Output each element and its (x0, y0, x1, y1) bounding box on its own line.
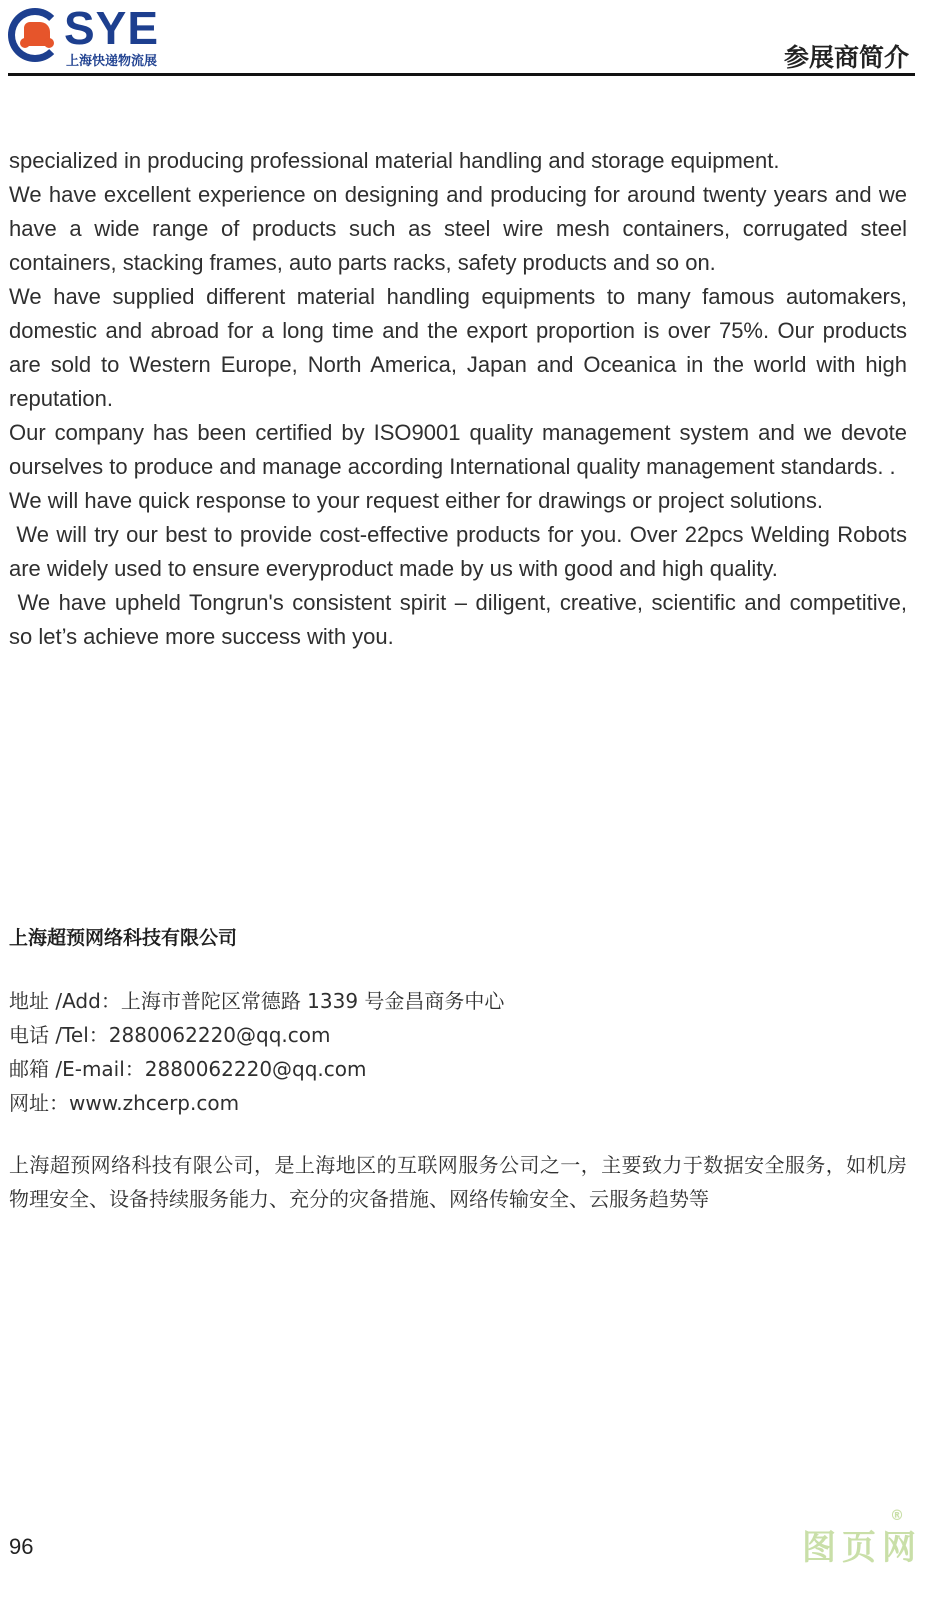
page-number: 96 (9, 1534, 34, 1559)
paragraph: We have excellent experience on designing and producing for around twenty years and we have a wide range of products such as steel wire mesh containers, corrugated steel containers, stacking frames, auto parts racks, safety products and so on. (9, 182, 907, 275)
company-email: 邮箱 /E-mail：2880062220@qq.com (9, 1057, 367, 1081)
logo-subtitle: 上海快递物流展 (66, 54, 158, 69)
paragraph: We have supplied different material handling equipments to many famous automakers, domestic and abroad for a long time and the export proportion is over 75%. Our products are sold to Western Europe, North America, Japan and Oceanica in the world with high reputation. (9, 284, 907, 411)
watermark-text: 图页网 (802, 1528, 922, 1568)
csye-logo (8, 4, 178, 70)
paragraph: Our company has been certified by ISO9001 quality management system and we devote ourselves to produce and manage according International quality management standards. . (9, 420, 907, 479)
logo-letters: SYE (64, 2, 160, 54)
exhibitor-description (9, 144, 914, 654)
company-address: 地址 /Add：上海市普陀区常德路 1339 号金昌商务中心 (9, 989, 505, 1013)
delivery-scooter-icon (24, 22, 50, 46)
watermark-logo (802, 1508, 922, 1569)
company-info (9, 922, 907, 1236)
header-divider (8, 73, 915, 76)
paragraph: We will have quick response to your request either for drawings or project solutions. (9, 488, 823, 513)
section-title: 参展商简介 (783, 43, 909, 72)
paragraph: We will try our best to provide cost-effective products for you. Over 22pcs Welding Robots are widely used to ensure everyproduct made by us with good and high quality. (9, 522, 914, 581)
page-header (8, 0, 915, 78)
registered-mark: ® (890, 1508, 904, 1524)
company-description: 上海超预网络科技有限公司，是上海地区的互联网服务公司之一，主要致力于数据安全服务，如机房物理安全、设备持续服务能力、充分的灾备措施、网络传输安全、云服务趋势等 (9, 1153, 907, 1211)
paragraph: specialized in producing professional material handling and storage equipment. (9, 148, 780, 173)
company-name: 上海超预网络科技有限公司 (9, 927, 238, 949)
paragraph: We have upheld Tongrun's consistent spirit – diligent, creative, scientific and competitive, so let’s achieve more success with you. (9, 590, 914, 649)
company-tel: 电话 /Tel：2880062220@qq.com (9, 1023, 331, 1047)
company-website: 网址：www.zhcerp.com (9, 1091, 240, 1115)
